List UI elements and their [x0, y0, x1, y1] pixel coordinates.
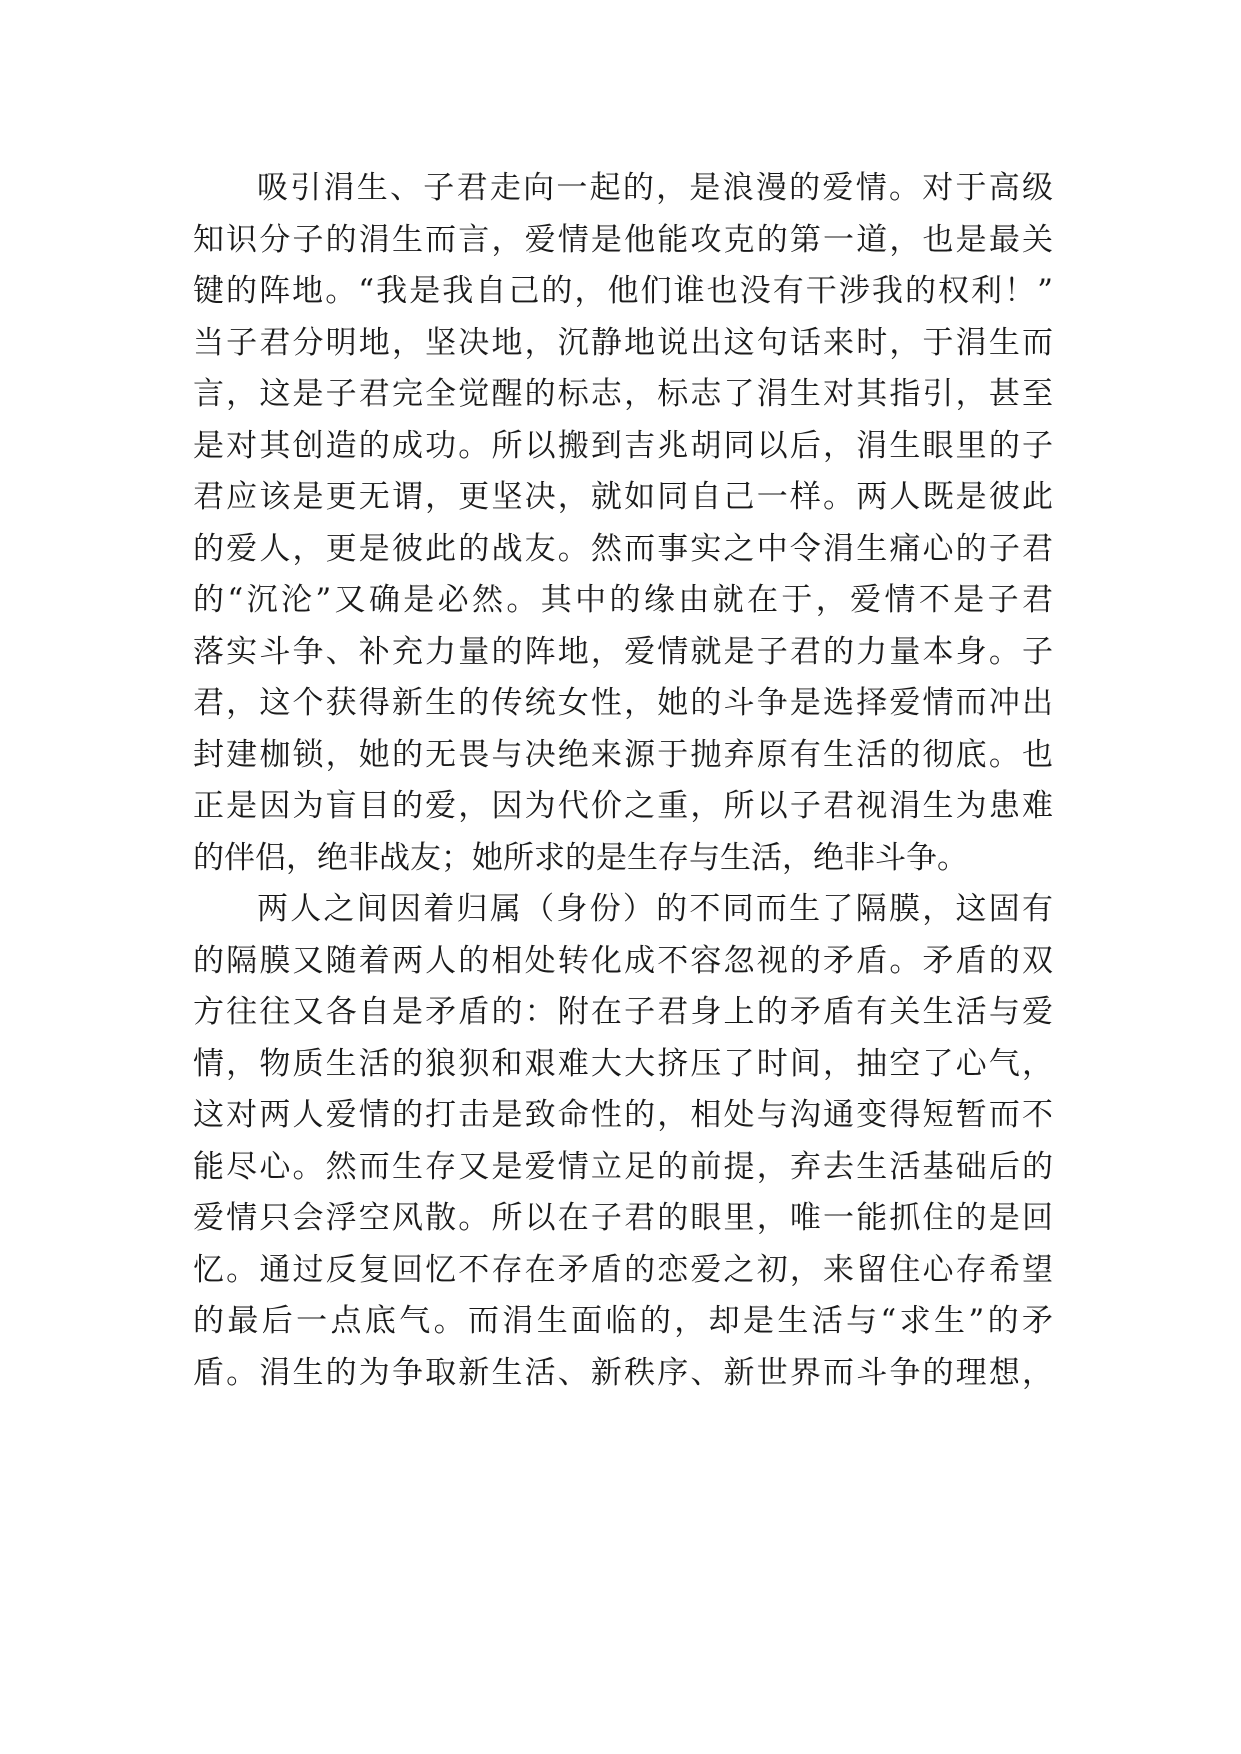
text-line: 言，这是子君完全觉醒的标志，标志了涓生对其指引，甚至 [193, 376, 1053, 412]
text-line: 落实斗争、补充力量的阵地，爱情就是子君的力量本身。子 [193, 633, 1053, 670]
text-line: 吸引涓生、子君走向一起的，是浪漫的爱情。对于高级 [257, 170, 1053, 206]
text-line: 情，物质生活的狼狈和艰难大大挤压了时间，抽空了心气， [193, 1045, 1053, 1082]
paragraph [193, 884, 1053, 1399]
text-line: 键的阵地。“我是我自己的，他们谁也没有干涉我的权利！” [193, 273, 1053, 309]
text-line: 盾。涓生的为争取新生活、新秩序、新世界而斗争的理想， [193, 1354, 1053, 1391]
text-line: 的隔膜又随着两人的相处转化成不容忽视的矛盾。矛盾的双 [193, 942, 1053, 979]
text-line: 的伴侣，绝非战友；她所求的是生存与生活，绝非斗争。 [193, 839, 968, 876]
text-line: 的爱人，更是彼此的战友。然而事实之中令涓生痛心的子君 [193, 530, 1053, 567]
text-line: 爱情只会浮空风散。所以在子君的眼里，唯一能抓住的是回 [193, 1200, 1053, 1236]
text-line: 君，这个获得新生的传统女性，她的斗争是选择爱情而冲出 [193, 685, 1053, 721]
text-line: 当子君分明地，坚决地，沉静地说出这句话来时，于涓生而 [193, 324, 1053, 361]
text-line: 封建枷锁，她的无畏与决绝来源于抛弃原有生活的彻底。也 [193, 736, 1053, 773]
text-line: 忆。通过反复回忆不存在矛盾的恋爱之初，来留住心存希望 [193, 1251, 1053, 1288]
document-body [193, 163, 1053, 1399]
text-line: 方往往又各自是矛盾的：附在子君身上的矛盾有关生活与爱 [193, 994, 1053, 1030]
text-line: 正是因为盲目的爱，因为代价之重，所以子君视涓生为患难 [193, 788, 1053, 824]
text-line: 能尽心。然而生存又是爱情立足的前提，弃去生活基础后的 [193, 1148, 1053, 1185]
text-line: 这对两人爱情的打击是致命性的，相处与沟通变得短暂而不 [193, 1097, 1053, 1133]
text-line: 是对其创造的成功。所以搬到吉兆胡同以后，涓生眼里的子 [193, 427, 1053, 464]
text-line: 两人之间因着归属（身份）的不同而生了隔膜，这固有 [257, 891, 1053, 927]
text-line: 君应该是更无谓，更坚决，就如同自己一样。两人既是彼此 [193, 479, 1053, 515]
text-line: 知识分子的涓生而言，爱情是他能攻克的第一道，也是最关 [193, 221, 1053, 258]
text-line: 的“沉沦”又确是必然。其中的缘由就在于，爱情不是子君 [193, 582, 1053, 618]
paragraph [193, 163, 1053, 884]
text-line: 的最后一点底气。而涓生面临的，却是生活与“求生”的矛 [193, 1303, 1053, 1339]
